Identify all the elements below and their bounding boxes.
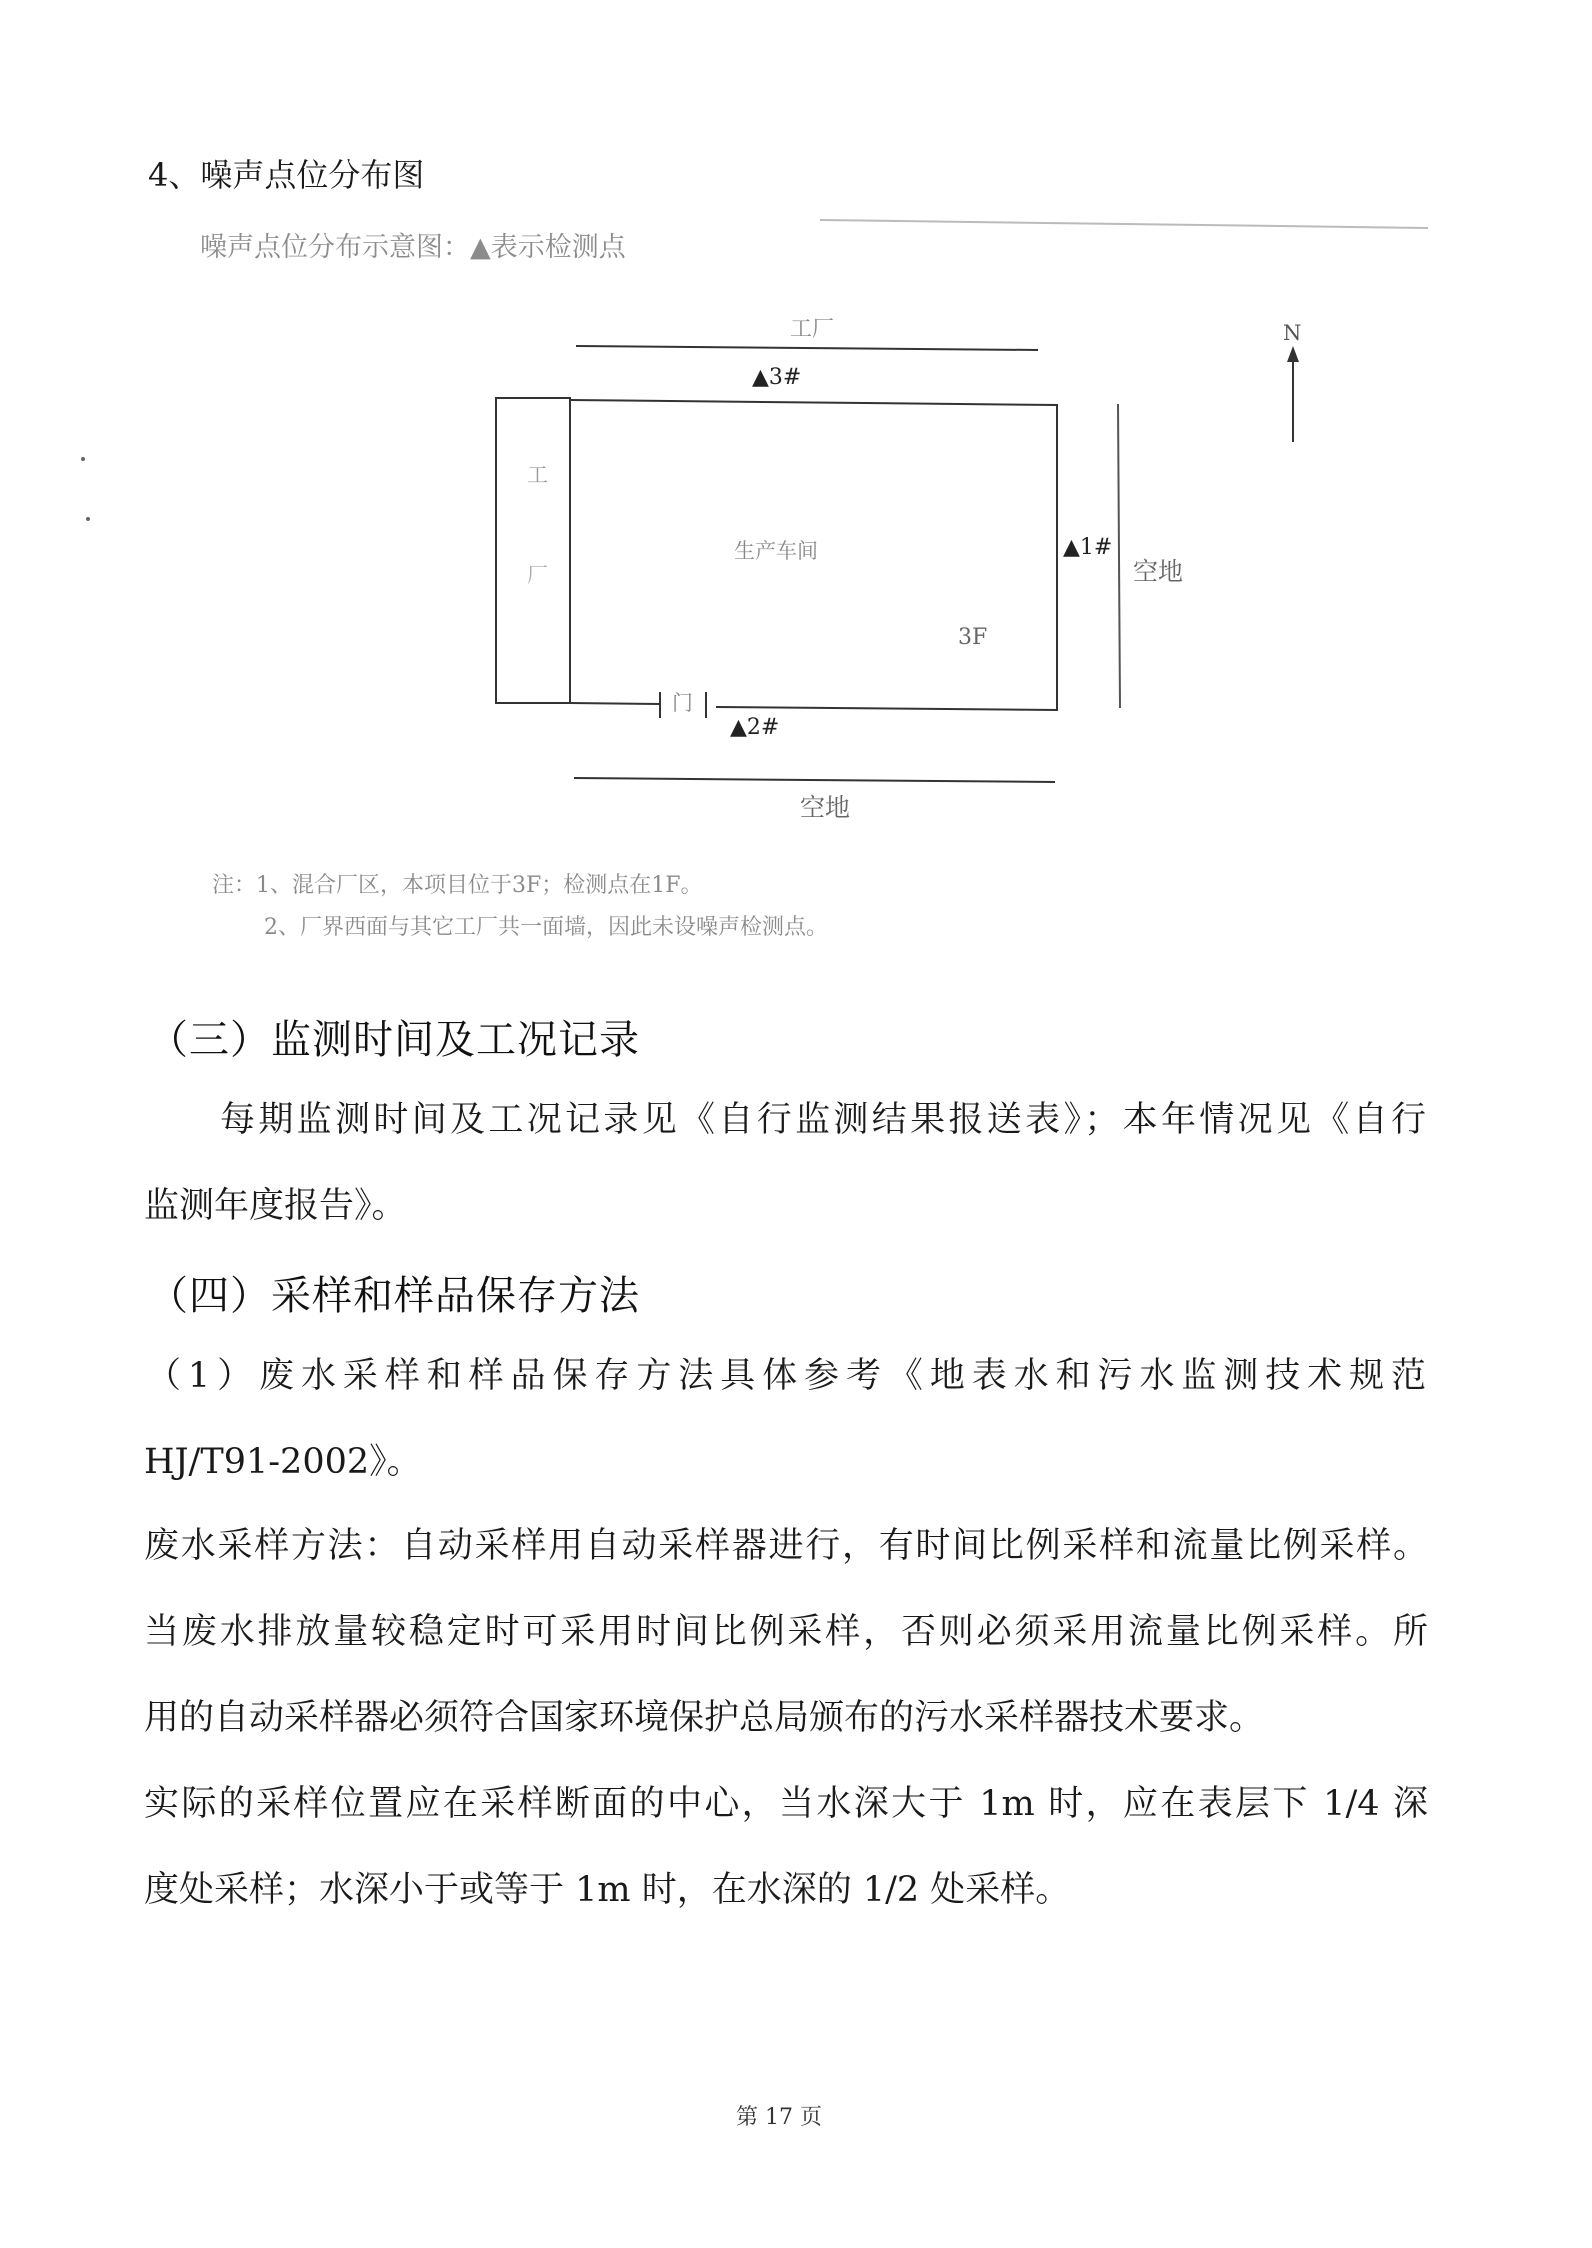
point-3-label: ▲3# [752, 365, 802, 390]
east-boundary-line [1118, 404, 1120, 708]
diagram-note-2: 2、厂界西面与其它工厂共一面墙，因此未设噪声检测点。 [264, 915, 828, 940]
sampling-method-line-3: 用的自动采样器必须符合国家环境保护总局颁布的污水采样器技术要求。 [144, 1698, 1265, 1738]
scan-speck [86, 517, 90, 521]
point-2-label: ▲2# [730, 715, 780, 740]
label-door: 门 [672, 691, 693, 715]
sampling-position-line-1: 实际的采样位置应在采样断面的中心，当水深大于 1m 时，应在表层下 1/4 深 [144, 1784, 1428, 1824]
label-floor: 3F [958, 625, 988, 650]
scan-rule-line [820, 220, 1428, 228]
section-3-paragraph-line-2: 监测年度报告》。 [144, 1186, 407, 1226]
south-boundary-line [574, 778, 1055, 782]
section-3-heading: （三）监测时间及工况记录 [148, 1017, 640, 1063]
scan-speck [81, 457, 85, 461]
page-number: 第 17 页 [736, 2105, 822, 2130]
north-arrow-icon [1287, 346, 1299, 362]
diagram-caption: 噪声点位分布示意图：▲表示检测点 [200, 232, 626, 263]
label-factory-left-1: 工 [527, 463, 548, 487]
north-boundary-line [576, 346, 1038, 350]
label-workshop: 生产车间 [734, 539, 818, 563]
section-4-item-1-line-2: HJ/T91-2002》。 [144, 1442, 422, 1482]
north-label: N [1283, 321, 1302, 345]
sampling-method-line-1: 废水采样方法：自动采样用自动采样器进行，有时间比例采样和流量比例采样。 [144, 1526, 1428, 1566]
diagram-note-1: 注：1、混合厂区，本项目位于3F；检测点在1F。 [212, 873, 703, 898]
noise-point-diagram [0, 0, 1592, 960]
sampling-position-line-2: 度处采样；水深小于或等于 1m 时，在水深的 1/2 处采样。 [144, 1870, 1071, 1910]
sampling-method-line-2: 当废水排放量较稳定时可采用时间比例采样，否则必须采用流量比例采样。所 [144, 1612, 1428, 1652]
west-factory-block [496, 398, 570, 703]
section-3-paragraph-line-1: 每期监测时间及工况记录见《自行监测结果报送表》；本年情况见《自行 [220, 1100, 1426, 1140]
point-1-label: ▲1# [1063, 535, 1113, 560]
subsection-title: 4、噪声点位分布图 [148, 156, 425, 194]
label-empty-south: 空地 [800, 793, 851, 822]
label-empty-east: 空地 [1133, 557, 1184, 586]
section-4-heading: （四）采样和样品保存方法 [148, 1273, 640, 1319]
label-factory-left-2: 厂 [527, 563, 548, 587]
label-factory-top: 工厂 [790, 317, 835, 342]
section-4-item-1-line-1: （1）废水采样和样品保存方法具体参考《地表水和污水监测技术规范 [146, 1356, 1426, 1396]
